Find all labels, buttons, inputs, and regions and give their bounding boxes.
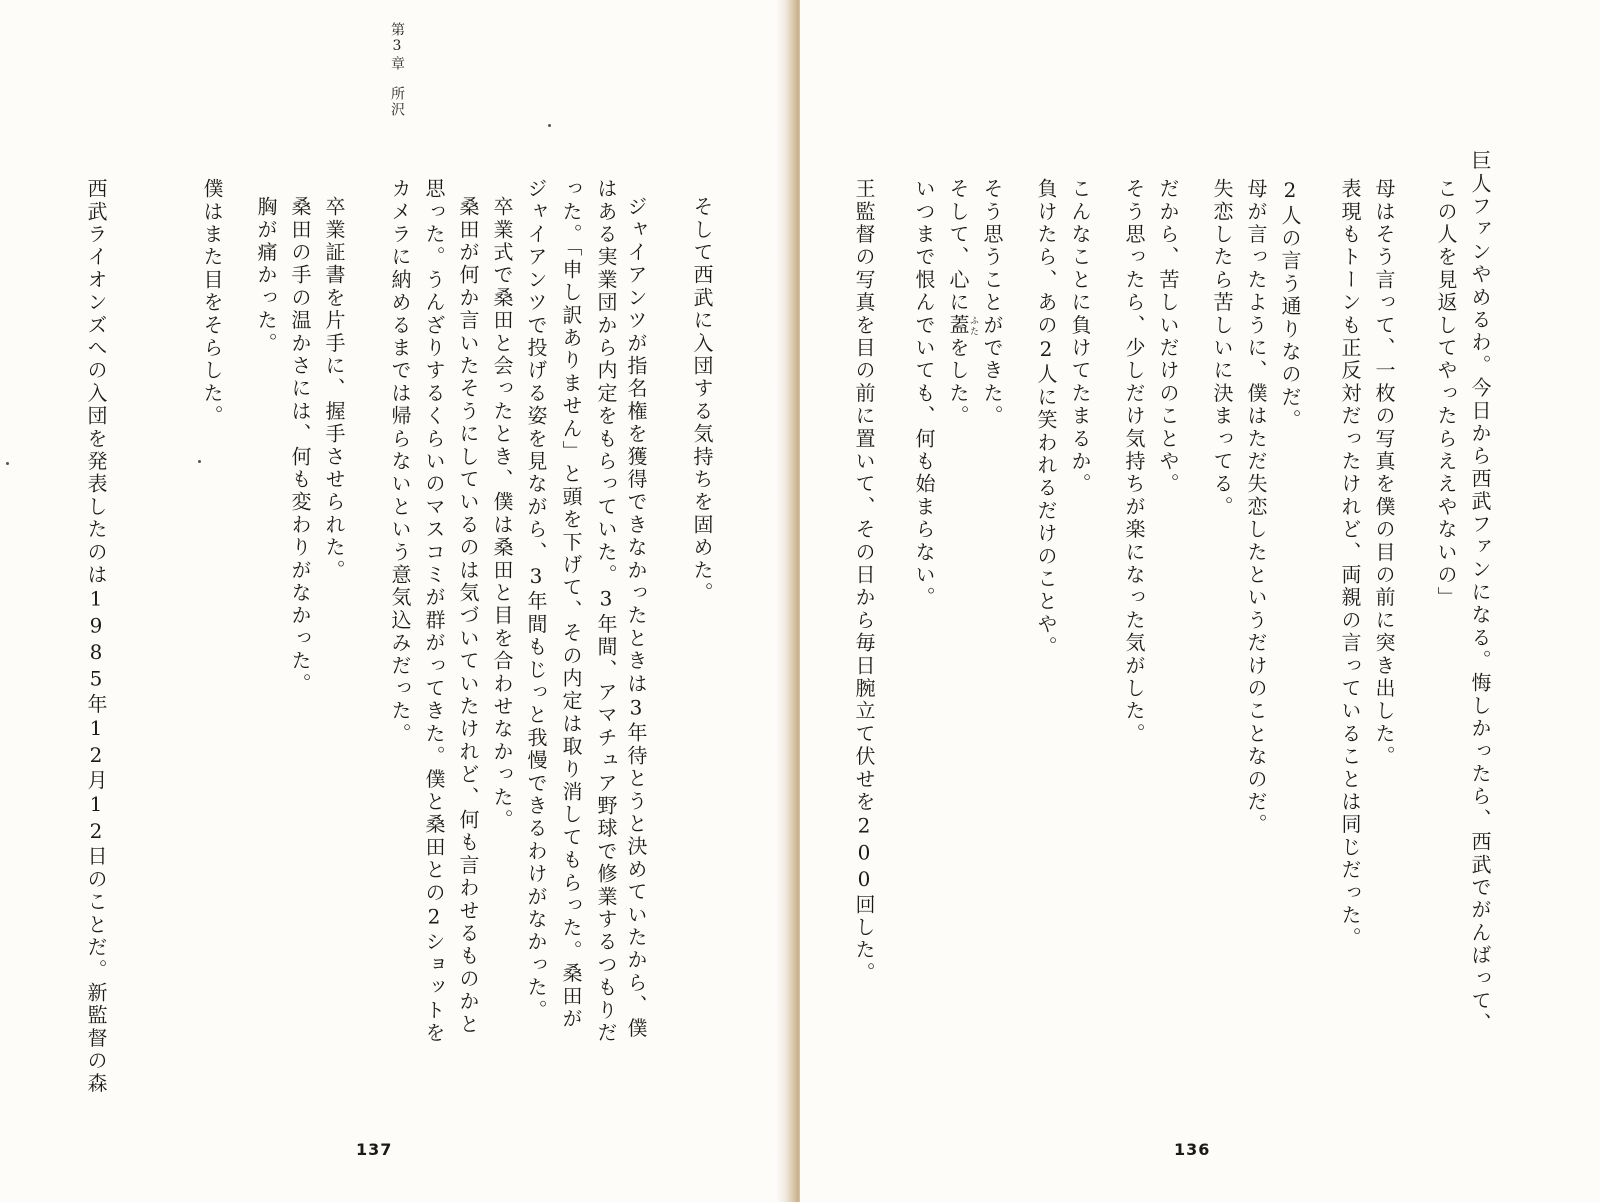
body-column: 僕はまた目をそらした。 (200, 178, 224, 428)
chapter-label: 第3章 (389, 22, 405, 72)
body-column-with-ruby (942, 178, 978, 428)
body-column: 桑田の手の温かさには、何も変わりがなかった。 (288, 196, 312, 696)
body-column: ジャイアンツが指名権を獲得できなかったときは3年待とうと決めていたから、僕 (624, 196, 648, 1040)
body-column: いつまで恨んでいても、何も始まらない。 (912, 178, 936, 610)
body-column: 失恋したら苦しいに決まってる。 (1210, 178, 1234, 519)
body-column: 思った。うんざりするくらいのマスコミが群がってきた。僕と桑田との2ショットを (422, 178, 446, 1045)
body-column: 胸が痛かった。 (254, 196, 278, 355)
body-column: そして西武に入団する気持ちを固めた。 (690, 196, 714, 605)
text-after-ruby: をした。 (946, 336, 970, 428)
body-column: 西武ライオンズへの入団を発表したのは1985年12月12日のことだ。新監督の森 (84, 178, 108, 1096)
body-column: 巨人ファンやめるわ。今日から西武ファンになる。悔しかったら、西武でがんばって、 (1468, 150, 1492, 1036)
ruby-annotation (946, 314, 978, 337)
body-column: 母が言ったように、僕はただ失恋したというだけのことなのだ。 (1244, 178, 1268, 837)
running-head (388, 22, 406, 118)
body-column: った。「申し訳ありません」と頭を下げて、その内定は取り消してもらった。桑田が (559, 178, 583, 1031)
scan-speck (198, 460, 201, 463)
body-column: 母はそう言って、一枚の写真を僕の目の前に突き出した。 (1372, 178, 1396, 769)
body-column: 表現もトーンも正反対だったけれど、両親の言っていることは同じだった。 (1338, 178, 1362, 950)
body-column: 2人の言う通りなのだ。 (1278, 178, 1302, 432)
ruby-reading: ふた (968, 314, 978, 337)
text-before-ruby: そして、心に (946, 178, 970, 315)
scan-speck (548, 124, 551, 127)
body-column: カメラに納めるまでは帰らないという意気込みだった。 (388, 178, 412, 746)
page-number-right: 136 (1174, 1140, 1211, 1159)
body-column: そう思うことができた。 (980, 178, 1004, 428)
body-column: 卒業証書を片手に、握手させられた。 (322, 196, 346, 582)
page-number-left: 137 (356, 1140, 393, 1159)
chapter-title: 所沢 (389, 86, 405, 118)
body-column: こんなことに負けてたまるか。 (1068, 178, 1092, 496)
body-column: そう思ったら、少しだけ気持ちが楽になった気がした。 (1122, 178, 1146, 746)
body-column: ジャイアンツで投げる姿を見ながら、3年間もじっと我慢できるわけがなかった。 (524, 178, 548, 1022)
body-column: 負けたら、あの2人に笑われるだけのことや。 (1034, 178, 1058, 659)
body-column: 王監督の写真を目の前に置いて、その日から毎日腕立て伏せを200回した。 (852, 178, 876, 985)
left-page (0, 0, 786, 1202)
body-column: この人を見返してやったらええやないの」 (1434, 178, 1458, 610)
ruby-base: 蓋 (946, 314, 970, 337)
body-column: はある実業団から内定をもらっていた。3年間、アマチュア野球で修業するつもりだ (594, 178, 618, 1045)
body-column: 桑田が何か言いたそうにしているのは気づいていたけれど、何も言わせるものかと (456, 196, 480, 1036)
body-column: だから、苦しいだけのことや。 (1156, 178, 1180, 496)
body-column: 卒業式で桑田と会ったとき、僕は桑田と目を合わせなかった。 (490, 196, 514, 832)
right-page (800, 0, 1600, 1202)
scan-speck (6, 462, 9, 465)
